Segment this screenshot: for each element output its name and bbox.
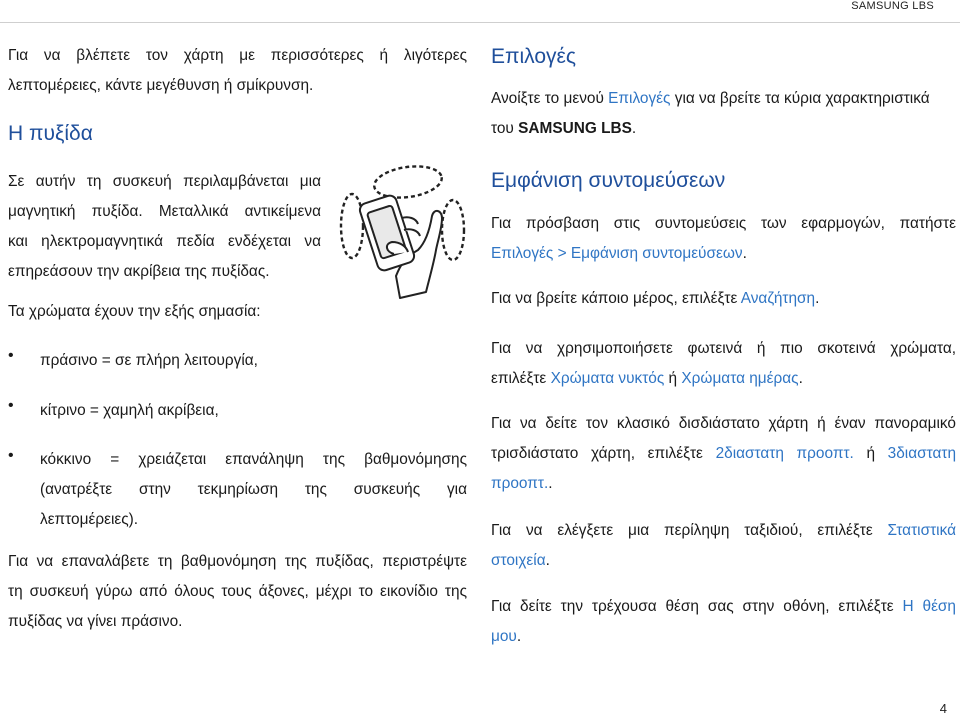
search-paragraph (491, 284, 819, 314)
shortcuts-paragraph (491, 209, 956, 269)
text-span: τρισδιάστατο χάρτη, επιλέξτε (491, 445, 716, 462)
shortcuts-line (491, 239, 956, 269)
page-number: 4 (939, 701, 947, 716)
view-line: Για να δείτε τον κλασικό δισδιάστατο χάρτη ή έναν πανοραμικό (491, 415, 956, 432)
position-line (491, 592, 956, 622)
3d-view-link[interactable]: 3διαστατη (887, 445, 956, 462)
text-span: του (491, 120, 519, 137)
view-paragraph (491, 409, 956, 499)
text-span: . (631, 120, 637, 137)
brand-name: SAMSUNG LBS (518, 120, 632, 137)
bullet-red-line: (ανατρέξτε στην τεκμηρίωση της συσκευής για (40, 481, 467, 498)
text-span: για να βρείτε τα κύρια χαρακτηριστικά (670, 90, 930, 107)
statistics-link-cont[interactable]: στοιχεία (491, 552, 546, 569)
intro-line: Για να βλέπετε τον χάρτη με περισσότερες ή λιγότερες (8, 47, 467, 64)
calibration-paragraph (8, 547, 467, 637)
2d-view-link[interactable]: 2διαστατη προοπτ. (715, 445, 854, 462)
text-span: . (742, 245, 747, 262)
statistics-link[interactable]: Στατιστικά (887, 522, 956, 539)
bullet-yellow: κίτρινο = χαμηλή ακρίβεια, (40, 402, 219, 419)
text-span: . (516, 628, 522, 645)
text-span: Για να ελέγξετε μια περίληψη ταξιδιού, επιλέξτε (491, 522, 888, 539)
options-line (491, 114, 956, 144)
shortcuts-link[interactable]: Επιλογές > Εμφάνιση συντομεύσεων (491, 245, 743, 262)
calibration-line: Για να επαναλάβετε τη βαθμονόμηση της πυξίδας, περιστρέψτε (8, 553, 467, 570)
colors-paragraph (491, 334, 956, 394)
stats-paragraph (491, 516, 956, 576)
calibration-line: τη συσκευή γύρω από όλους τους άξονες, μέχρι το εικονίδιο της (8, 583, 467, 600)
colors-intro: Τα χρώματα έχουν την εξής σημασία: (8, 303, 261, 320)
position-line (491, 622, 956, 652)
rotation-path-top (372, 162, 444, 201)
text-span: Ανοίξτε το μενού (491, 90, 609, 107)
options-link[interactable]: Επιλογές (608, 90, 671, 107)
bullet-dot: • (8, 447, 14, 464)
search-link[interactable]: Αναζήτηση (740, 290, 816, 307)
text-span: ή (664, 370, 682, 387)
shortcuts-line: Για πρόσβαση στις συντομεύσεις των εφαρμογών, πατήστε (491, 215, 956, 232)
night-colors-link[interactable]: Χρώματα νυκτός (550, 370, 665, 387)
my-position-link-cont[interactable]: μου (491, 628, 517, 645)
header-divider (0, 22, 960, 23)
3d-view-link-cont[interactable]: προοπτ. (491, 475, 549, 492)
bullet-red-line: λεπτομέρειες). (40, 511, 139, 528)
intro-paragraph (8, 41, 467, 101)
options-line (491, 84, 956, 114)
text-span: . (545, 552, 550, 569)
text-span: Για να βρείτε κάποιο μέρος, επιλέξτε (491, 290, 741, 307)
text-span: επιλέξτε (491, 370, 551, 387)
compass-heading: Η πυξίδα (8, 122, 93, 145)
compass-line: μαγνητική πυξίδα. Μεταλλικά αντικείμενα (8, 203, 321, 220)
position-paragraph (491, 592, 956, 652)
colors-line (491, 364, 956, 394)
text-span: . (815, 290, 820, 307)
rotation-path-right (442, 200, 464, 260)
text-span: ή (853, 445, 888, 462)
calibration-line: πυξίδας να γίνει πράσινο. (8, 613, 183, 630)
text-span: . (548, 475, 553, 492)
header-brand: SAMSUNG LBS (851, 0, 934, 12)
bullet-red-line: κόκκινο = χρειάζεται επανάληψη της βαθμονόμησης (40, 451, 467, 468)
compass-line: Σε αυτήν τη συσκευή περιλαμβάνεται μια (8, 173, 321, 190)
my-position-link[interactable]: Η θέση (902, 598, 956, 615)
bullet-dot: • (8, 397, 14, 414)
stats-line (491, 516, 956, 546)
compass-paragraph (8, 167, 321, 287)
compass-line: και ηλεκτρομαγνητικά πεδία ενδέχεται να (8, 233, 321, 250)
compass-line: επηρεάσουν την ακρίβεια της πυξίδας. (8, 263, 270, 280)
text-span: Για δείτε την τρέχουσα θέση σας στην οθόνη, επιλέξτε (491, 598, 903, 615)
options-heading: Επιλογές (491, 45, 577, 68)
day-colors-link[interactable]: Χρώματα ημέρας (681, 370, 799, 387)
compass-calibration-illustration (338, 158, 470, 300)
options-paragraph (491, 84, 956, 144)
bullet-red (40, 445, 467, 535)
stats-line (491, 546, 956, 576)
shortcuts-heading: Εμφάνιση συντομεύσεων (491, 169, 726, 192)
colors-line: Για να χρησιμοποιήσετε φωτεινά ή πιο σκοτεινά χρώματα, (491, 340, 956, 357)
intro-line: λεπτομέρειες, κάντε μεγέθυνση ή σμίκρυνση. (8, 77, 314, 94)
view-line (491, 469, 956, 499)
rotation-path-left (341, 194, 363, 258)
bullet-dot: • (8, 347, 14, 364)
bullet-green: πράσινο = σε πλήρη λειτουργία, (40, 352, 258, 369)
view-line (491, 439, 956, 469)
text-span: . (798, 370, 803, 387)
